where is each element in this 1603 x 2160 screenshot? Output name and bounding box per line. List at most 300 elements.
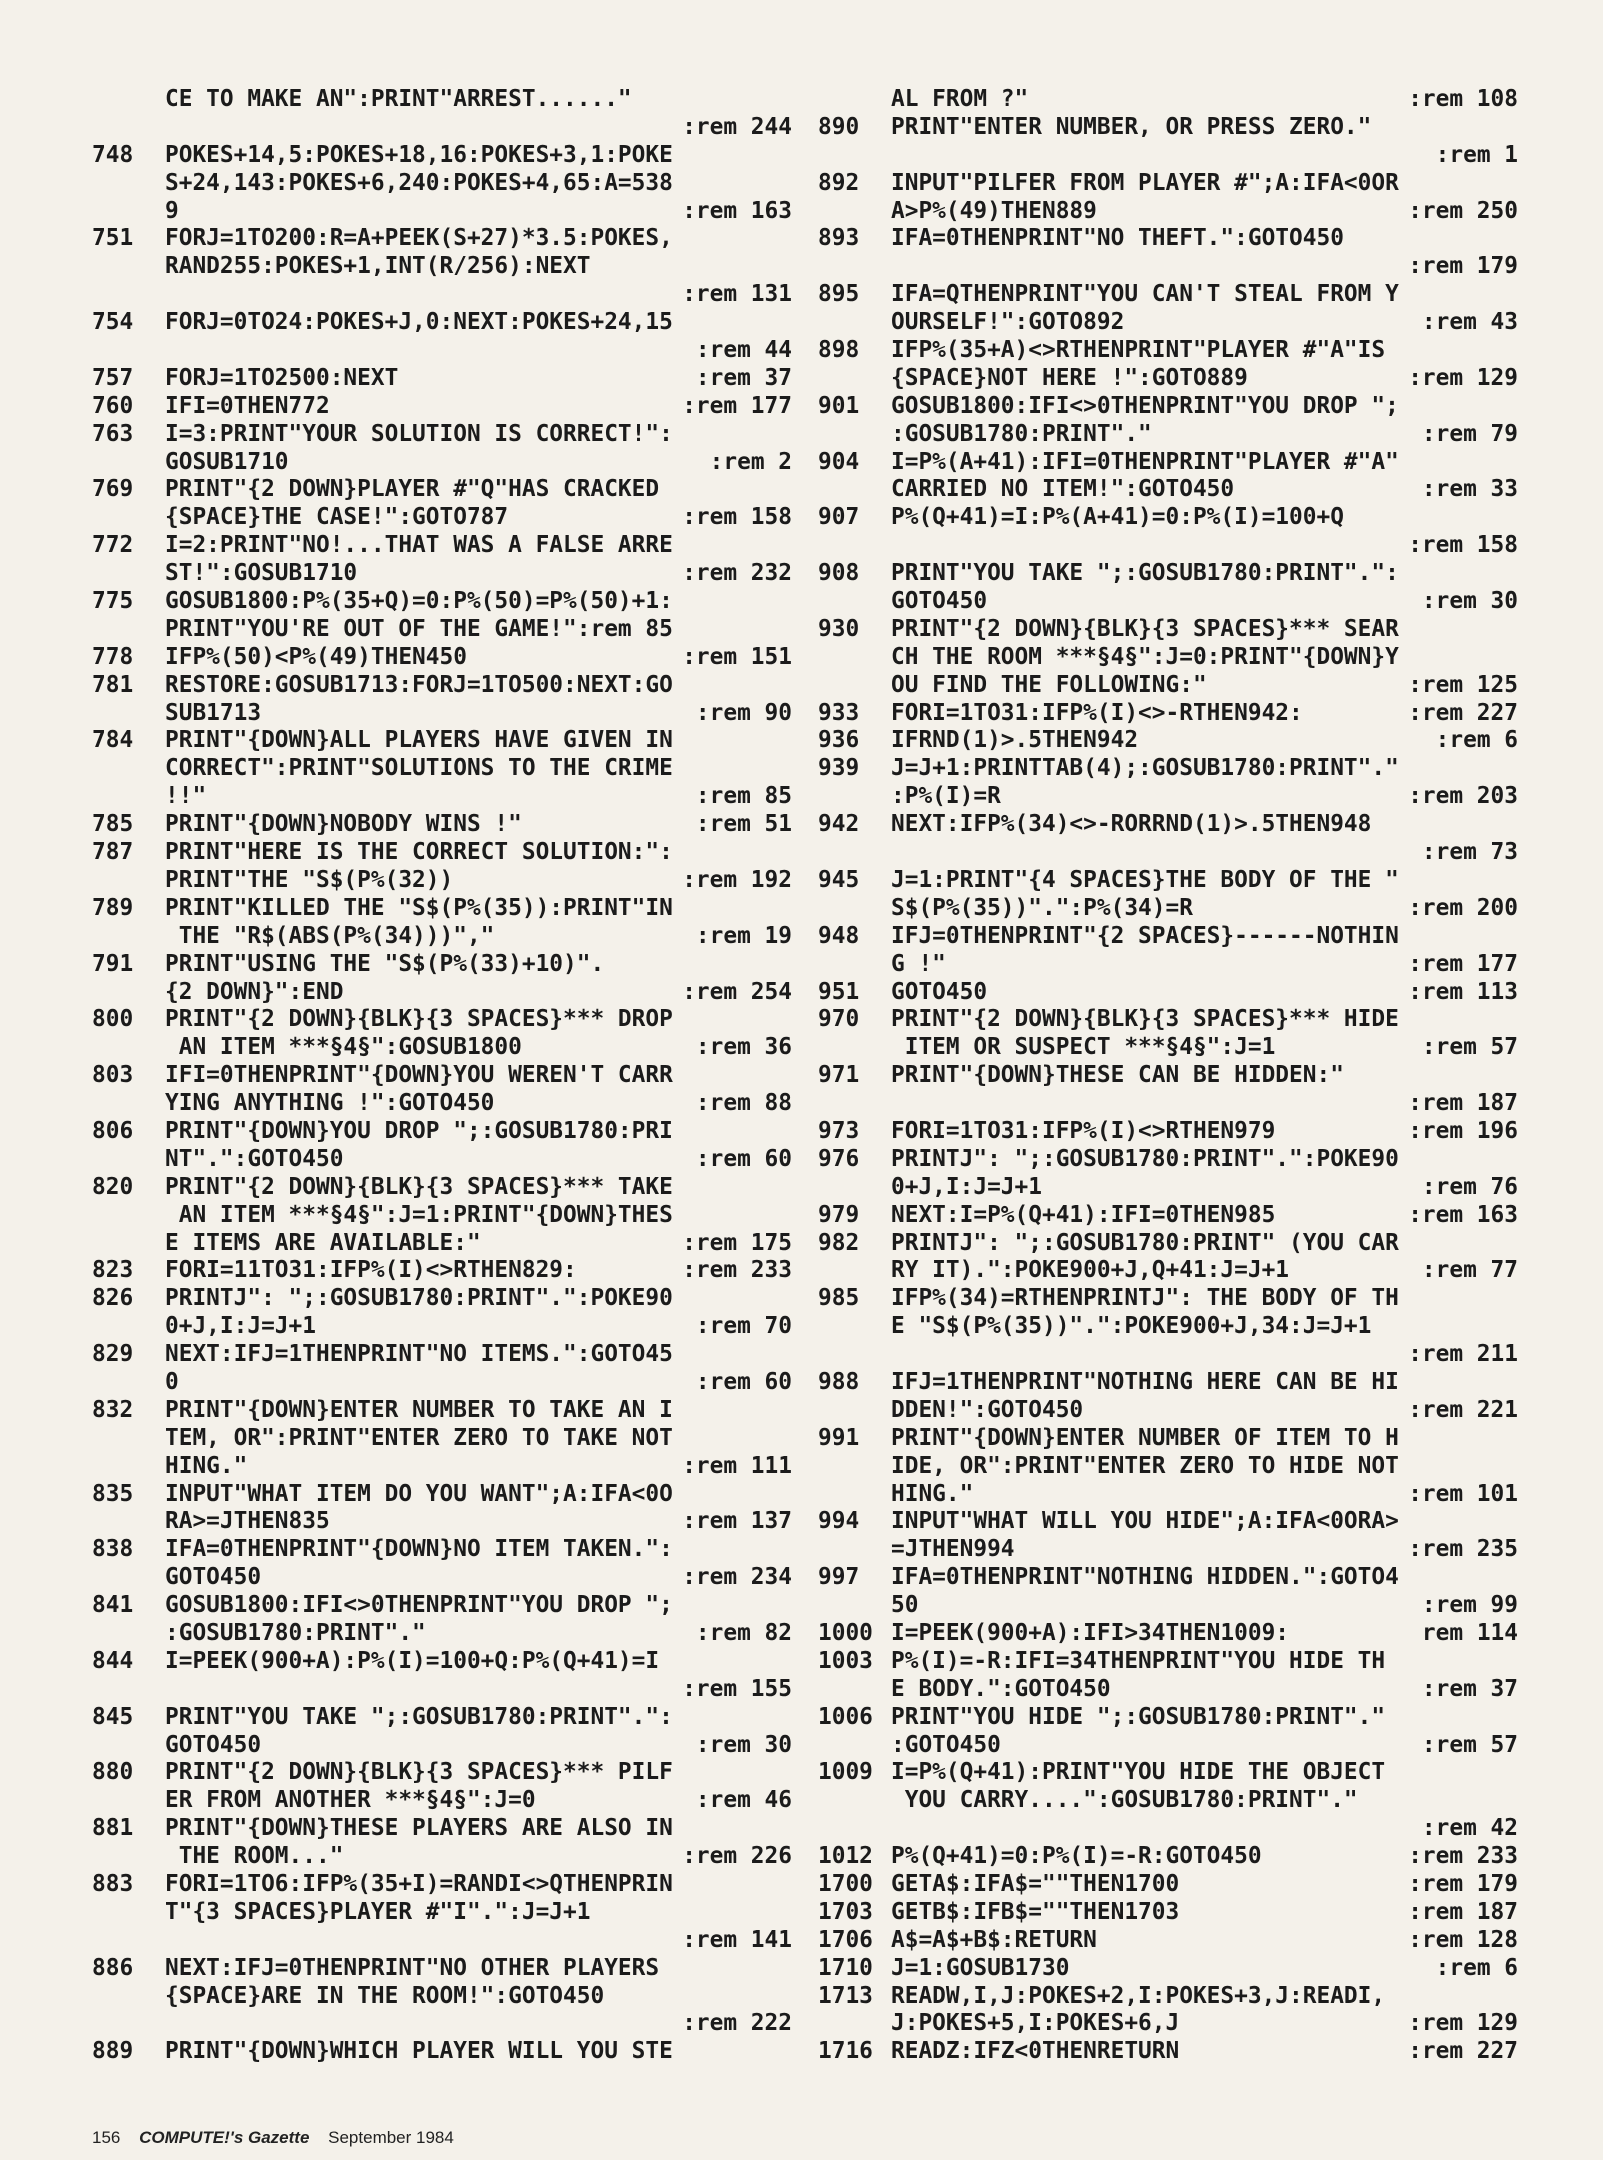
code-text: E "S$(P%(35))".":POKE900+J,34:J=J+1 <box>891 1313 1372 1340</box>
code-text: OU FIND THE FOLLOWING:" <box>891 671 1207 698</box>
checksum-rem: rem 114 <box>1421 1619 1518 1646</box>
checksum-rem: :rem 175 <box>682 1229 792 1256</box>
code-text: IFP%(35+A)<>RTHENPRINT"PLAYER #"A"IS <box>891 337 1386 364</box>
code-line <box>818 1871 1518 1899</box>
code-text: AN ITEM ***§4§":GOSUB1800 <box>165 1034 522 1061</box>
code-text: ST!":GOSUB1710 <box>165 560 358 587</box>
code-line <box>818 253 1518 281</box>
line-number: 826 <box>92 1285 134 1312</box>
code-line <box>818 1118 1518 1146</box>
line-number: 785 <box>92 811 134 838</box>
code-line <box>818 170 1518 198</box>
line-number: 971 <box>818 1062 860 1089</box>
checksum-rem: :rem 129 <box>1408 364 1518 391</box>
code-text: CH THE ROOM ***§4§":J=0:PRINT"{DOWN}Y <box>891 643 1399 670</box>
code-text: PRINT"HERE IS THE CORRECT SOLUTION:": <box>165 839 673 866</box>
code-text: P%(Q+41)=I:P%(A+41)=0:P%(I)=100+Q <box>891 504 1344 531</box>
code-line <box>92 867 792 895</box>
checksum-rem: :rem 101 <box>1408 1480 1518 1507</box>
code-line <box>92 1732 792 1760</box>
code-line <box>92 811 792 839</box>
checksum-rem: :rem 232 <box>682 560 792 587</box>
checksum-rem: :rem 36 <box>695 1034 792 1061</box>
checksum-rem: :rem 30 <box>695 1731 792 1758</box>
code-line <box>92 393 792 421</box>
line-number: 970 <box>818 1006 860 1033</box>
code-line <box>818 2010 1518 2038</box>
code-text: OURSELF!":GOTO892 <box>891 309 1125 336</box>
checksum-rem: :rem 227 <box>1408 2038 1518 2065</box>
code-text: 50 <box>891 1592 919 1619</box>
code-line <box>818 1090 1518 1118</box>
code-text: FORJ=1TO200:R=A+PEEK(S+27)*3.5:POKES, <box>165 225 673 252</box>
code-line <box>92 1285 792 1313</box>
code-text: PRINTJ": ";:GOSUB1780:PRINT".":POKE90 <box>165 1285 673 1312</box>
code-line <box>818 1257 1518 1285</box>
code-line <box>92 1871 792 1899</box>
line-number: 889 <box>92 2038 134 2065</box>
code-text: RAND255:POKES+1,INT(R/256):NEXT <box>165 253 591 280</box>
code-line <box>92 1704 792 1732</box>
checksum-rem: :rem 19 <box>695 922 792 949</box>
code-text: {SPACE}THE CASE!":GOTO787 <box>165 504 509 531</box>
page-number: 156 <box>92 2128 121 2147</box>
code-text: PRINT"{DOWN}THESE PLAYERS ARE ALSO IN <box>165 1815 673 1842</box>
line-number: 778 <box>92 643 134 670</box>
code-line <box>92 2010 792 2038</box>
code-line <box>818 281 1518 309</box>
line-number: 933 <box>818 699 860 726</box>
line-number: 901 <box>818 392 860 419</box>
code-text: A>P%(49)THEN889 <box>891 197 1097 224</box>
code-text: 9 <box>165 197 179 224</box>
code-line <box>92 1843 792 1871</box>
code-line <box>92 86 792 114</box>
code-text: RESTORE:GOSUB1713:FORJ=1TO500:NEXT:GO <box>165 671 673 698</box>
code-text: J:POKES+5,I:POKES+6,J <box>891 2010 1180 2037</box>
code-line <box>818 309 1518 337</box>
code-line <box>92 114 792 142</box>
code-text: PRINT"USING THE "S$(P%(33)+10)". <box>165 950 605 977</box>
code-line <box>92 1146 792 1174</box>
code-line <box>92 1955 792 1983</box>
line-number: 979 <box>818 1201 860 1228</box>
line-number: 760 <box>92 392 134 419</box>
line-number: 806 <box>92 1117 134 1144</box>
code-line <box>818 588 1518 616</box>
line-number: 982 <box>818 1229 860 1256</box>
code-text: PRINT"{2 DOWN}{BLK}{3 SPACES}*** PILF <box>165 1759 673 1786</box>
code-line <box>818 532 1518 560</box>
code-line <box>92 1508 792 1536</box>
code-text: GOTO450 <box>891 978 988 1005</box>
code-line <box>818 1815 1518 1843</box>
code-text: CORRECT":PRINT"SOLUTIONS TO THE CRIME <box>165 755 673 782</box>
code-line <box>818 867 1518 895</box>
code-text: FORI=1TO31:IFP%(I)<>RTHEN979 <box>891 1117 1276 1144</box>
code-line <box>92 923 792 951</box>
line-number: 936 <box>818 727 860 754</box>
code-line <box>92 588 792 616</box>
code-line <box>92 1592 792 1620</box>
checksum-rem: :rem 1 <box>1435 141 1518 168</box>
code-line <box>818 1397 1518 1425</box>
checksum-rem: :rem 88 <box>695 1090 792 1117</box>
code-text: PRINT"{2 DOWN}{BLK}{3 SPACES}*** HIDE <box>891 1006 1399 1033</box>
line-number: 890 <box>818 113 860 140</box>
code-line <box>92 309 792 337</box>
code-line <box>92 839 792 867</box>
checksum-rem: :rem 128 <box>1408 1926 1518 1953</box>
code-line <box>818 1843 1518 1871</box>
checksum-rem: :rem 30 <box>1421 588 1518 615</box>
code-line <box>818 1034 1518 1062</box>
line-number: 757 <box>92 364 134 391</box>
code-text: PRINT"{DOWN}NOBODY WINS !" <box>165 811 522 838</box>
code-text: PRINT"{DOWN}WHICH PLAYER WILL YOU STE <box>165 2038 673 2065</box>
line-number: 1703 <box>818 1898 873 1925</box>
code-text: NEXT:I=P%(Q+41):IFI=0THEN985 <box>891 1201 1276 1228</box>
line-number: 883 <box>92 1871 134 1897</box>
code-line <box>818 337 1518 365</box>
code-line <box>92 1759 792 1787</box>
line-number: 1716 <box>818 2038 873 2065</box>
line-number: 997 <box>818 1564 860 1591</box>
line-number: 904 <box>818 448 860 475</box>
line-number: 820 <box>92 1173 134 1200</box>
code-line <box>818 616 1518 644</box>
code-line <box>92 253 792 281</box>
code-text: DDEN!":GOTO450 <box>891 1396 1084 1423</box>
line-number: 898 <box>818 337 860 364</box>
code-text: PRINT"{DOWN}ALL PLAYERS HAVE GIVEN IN <box>165 727 673 754</box>
code-text: TEM, OR":PRINT"ENTER ZERO TO TAKE NOT <box>165 1424 673 1451</box>
code-line <box>92 1313 792 1341</box>
code-line <box>818 504 1518 532</box>
code-text: FORI=11TO31:IFP%(I)<>RTHEN829: <box>165 1257 577 1284</box>
code-line <box>818 727 1518 755</box>
code-text: PRINT"{2 DOWN}{BLK}{3 SPACES}*** SEAR <box>891 615 1399 642</box>
code-line <box>92 2038 792 2066</box>
line-number: 769 <box>92 476 134 503</box>
code-line <box>92 1481 792 1509</box>
line-number: 763 <box>92 420 134 447</box>
checksum-rem: :rem 70 <box>695 1313 792 1340</box>
code-text: POKES+14,5:POKES+18,16:POKES+3,1:POKE <box>165 141 673 168</box>
line-number: 908 <box>818 560 860 587</box>
code-line <box>92 1983 792 2011</box>
code-text: J=J+1:PRINTTAB(4);:GOSUB1780:PRINT"." <box>891 755 1399 782</box>
code-text: P%(Q+41)=0:P%(I)=-R:GOTO450 <box>891 1843 1262 1870</box>
code-line <box>818 1955 1518 1983</box>
code-line <box>92 1899 792 1927</box>
line-number: 942 <box>818 811 860 838</box>
line-number: 835 <box>92 1480 134 1507</box>
code-line <box>818 895 1518 923</box>
checksum-rem: :rem 99 <box>1421 1592 1518 1619</box>
code-text: :GOSUB1780:PRINT"." <box>891 420 1152 447</box>
checksum-rem: :rem 46 <box>695 1787 792 1814</box>
code-text: !!" <box>165 783 207 810</box>
code-line <box>818 142 1518 170</box>
line-number: 781 <box>92 671 134 698</box>
line-number: 948 <box>818 922 860 949</box>
code-text: ITEM OR SUSPECT ***§4§":J=1 <box>891 1034 1276 1061</box>
code-line <box>92 170 792 198</box>
code-text: INPUT"PILFER FROM PLAYER #";A:IFA<0OR <box>891 169 1399 196</box>
checksum-rem: :rem 73 <box>1421 839 1518 866</box>
code-line <box>818 1732 1518 1760</box>
checksum-rem: :rem 192 <box>682 866 792 893</box>
checksum-rem: :rem 43 <box>1421 309 1518 336</box>
code-line <box>818 783 1518 811</box>
code-line <box>818 365 1518 393</box>
code-text: NEXT:IFJ=0THENPRINT"NO OTHER PLAYERS <box>165 1954 660 1981</box>
code-line <box>818 1564 1518 1592</box>
line-number: 775 <box>92 588 134 615</box>
line-number: 791 <box>92 950 134 977</box>
code-text: PRINT"{2 DOWN}{BLK}{3 SPACES}*** DROP <box>165 1006 673 1033</box>
line-number: 800 <box>92 1006 134 1033</box>
line-number: 823 <box>92 1257 134 1284</box>
code-line <box>92 1230 792 1258</box>
code-line <box>818 1230 1518 1258</box>
checksum-rem: :rem 221 <box>1408 1396 1518 1423</box>
code-line <box>818 979 1518 1007</box>
code-text: I=P%(A+41):IFI=0THENPRINT"PLAYER #"A" <box>891 448 1399 475</box>
line-number: 945 <box>818 866 860 893</box>
code-line <box>92 616 792 644</box>
left-code-column <box>92 86 792 2066</box>
code-line <box>818 421 1518 449</box>
code-text: I=P%(Q+41):PRINT"YOU HIDE THE OBJECT <box>891 1759 1386 1786</box>
line-number: 1009 <box>818 1759 873 1786</box>
code-line <box>818 1787 1518 1815</box>
checksum-rem: :rem 244 <box>682 113 792 140</box>
line-number: 892 <box>818 169 860 196</box>
line-number: 1700 <box>818 1871 873 1897</box>
code-text: IFRND(1)>.5THEN942 <box>891 727 1139 754</box>
code-line <box>92 1034 792 1062</box>
code-line <box>818 114 1518 142</box>
code-line <box>818 1927 1518 1955</box>
checksum-rem: :rem 90 <box>695 699 792 726</box>
code-text: IFI=0THEN772 <box>165 392 330 419</box>
code-text: PRINTJ": ";:GOSUB1780:PRINT" (YOU CAR <box>891 1229 1399 1256</box>
code-text: {SPACE}NOT HERE !":GOTO889 <box>891 364 1248 391</box>
code-text: NEXT:IFP%(34)<>-RORRND(1)>.5THEN948 <box>891 811 1372 838</box>
code-line <box>818 1425 1518 1453</box>
checksum-rem: :rem 163 <box>1408 1201 1518 1228</box>
code-text: IFI=0THENPRINT"{DOWN}YOU WEREN'T CARR <box>165 1062 673 1089</box>
checksum-rem: :rem 196 <box>1408 1117 1518 1144</box>
checksum-rem: :rem 85 <box>695 783 792 810</box>
line-number: 844 <box>92 1647 134 1674</box>
checksum-rem: :rem 77 <box>1421 1257 1518 1284</box>
code-line <box>818 1006 1518 1034</box>
code-line <box>818 644 1518 672</box>
code-text: I=3:PRINT"YOUR SOLUTION IS CORRECT!": <box>165 420 673 447</box>
code-line <box>818 1592 1518 1620</box>
code-text: GOSUB1710 <box>165 448 289 475</box>
line-number: 784 <box>92 727 134 754</box>
code-line <box>92 755 792 783</box>
line-number: 1006 <box>818 1703 873 1730</box>
code-text: PRINT"{DOWN}THESE CAN BE HIDDEN:" <box>891 1062 1344 1089</box>
code-text: PRINT"ENTER NUMBER, OR PRESS ZERO." <box>891 113 1372 140</box>
line-number: 994 <box>818 1508 860 1535</box>
checksum-rem: :rem 141 <box>682 1926 792 1953</box>
checksum-rem: :rem 33 <box>1421 476 1518 503</box>
code-line <box>92 142 792 170</box>
code-line <box>818 1983 1518 2011</box>
code-line <box>92 1425 792 1453</box>
checksum-rem: :rem 137 <box>682 1508 792 1535</box>
checksum-rem: :rem 222 <box>682 2010 792 2037</box>
code-text: I=PEEK(900+A):IFI>34THEN1009: <box>891 1619 1290 1646</box>
code-text: GOTO450 <box>165 1564 262 1591</box>
checksum-rem: :rem 151 <box>682 643 792 670</box>
line-number: 951 <box>818 978 860 1005</box>
code-line <box>818 755 1518 783</box>
code-text: PRINT"YOU HIDE ";:GOSUB1780:PRINT"." <box>891 1703 1386 1730</box>
line-number: 895 <box>818 281 860 308</box>
line-number: 881 <box>92 1815 134 1842</box>
code-text: PRINT"{2 DOWN}{BLK}{3 SPACES}*** TAKE <box>165 1173 673 1200</box>
line-number: 845 <box>92 1703 134 1730</box>
code-text: FORI=1TO6:IFP%(35+I)=RANDI<>QTHENPRIN <box>165 1871 673 1897</box>
code-line <box>92 225 792 253</box>
code-line <box>92 644 792 672</box>
checksum-rem: :rem 37 <box>1421 1675 1518 1702</box>
code-line <box>92 1815 792 1843</box>
code-line <box>818 672 1518 700</box>
code-line <box>92 560 792 588</box>
checksum-rem: :rem 233 <box>1408 1843 1518 1870</box>
code-text: ER FROM ANOTHER ***§4§":J=0 <box>165 1787 536 1814</box>
code-line <box>92 727 792 755</box>
code-text: PRINT"YOU'RE OUT OF THE GAME!":rem 85 <box>165 615 673 642</box>
code-text: E ITEMS ARE AVAILABLE:" <box>165 1229 481 1256</box>
code-line <box>92 1062 792 1090</box>
checksum-rem: :rem 82 <box>695 1619 792 1646</box>
code-text: J=1:GOSUB1730 <box>891 1954 1070 1981</box>
code-line <box>818 1453 1518 1481</box>
checksum-rem: :rem 227 <box>1408 699 1518 726</box>
code-text: GOSUB1800:IFI<>0THENPRINT"YOU DROP "; <box>891 392 1399 419</box>
code-line <box>92 1648 792 1676</box>
code-text: IFA=0THENPRINT"NOTHING HIDDEN.":GOTO4 <box>891 1564 1399 1591</box>
checksum-rem: :rem 2 <box>709 448 792 475</box>
code-text: RA>=JTHEN835 <box>165 1508 330 1535</box>
checksum-rem: :rem 211 <box>1408 1341 1518 1368</box>
code-text: INPUT"WHAT WILL YOU HIDE";A:IFA<0ORA> <box>891 1508 1399 1535</box>
code-text: NEXT:IFJ=1THENPRINT"NO ITEMS.":GOTO45 <box>165 1341 673 1368</box>
checksum-rem: :rem 76 <box>1421 1173 1518 1200</box>
code-text: IFA=0THENPRINT"NO THEFT.":GOTO450 <box>891 225 1344 252</box>
code-line <box>818 560 1518 588</box>
code-line <box>92 1676 792 1704</box>
issue-date: September 1984 <box>328 2128 454 2147</box>
code-text: CARRIED NO ITEM!":GOTO450 <box>891 476 1235 503</box>
code-text: NT".":GOTO450 <box>165 1145 344 1172</box>
line-number: 939 <box>818 755 860 782</box>
code-text: 0+J,I:J=J+1 <box>891 1173 1042 1200</box>
line-number: 988 <box>818 1368 860 1395</box>
code-line <box>818 1508 1518 1536</box>
code-line <box>818 1704 1518 1732</box>
code-line <box>92 1090 792 1118</box>
checksum-rem: :rem 113 <box>1408 978 1518 1005</box>
code-line <box>818 923 1518 951</box>
code-line <box>818 86 1518 114</box>
code-text: AN ITEM ***§4§":J=1:PRINT"{DOWN}THES <box>165 1201 673 1228</box>
code-text: P%(I)=-R:IFI=34THENPRINT"YOU HIDE TH <box>891 1647 1386 1674</box>
code-line <box>818 1146 1518 1174</box>
code-line <box>818 198 1518 226</box>
code-line <box>818 839 1518 867</box>
checksum-rem: :rem 179 <box>1408 253 1518 280</box>
line-number: 829 <box>92 1341 134 1368</box>
code-line <box>818 1620 1518 1648</box>
code-line <box>92 476 792 504</box>
code-line <box>92 1174 792 1202</box>
magazine-name: COMPUTE!'s Gazette <box>139 2128 310 2147</box>
checksum-rem: :rem 254 <box>682 978 792 1005</box>
line-number: 803 <box>92 1062 134 1089</box>
code-text: PRINT"THE "S$(P%(32)) <box>165 866 454 893</box>
code-text: :P%(I)=R <box>891 783 1001 810</box>
checksum-rem: :rem 108 <box>1408 86 1518 112</box>
code-line <box>818 1369 1518 1397</box>
line-number: 880 <box>92 1759 134 1786</box>
line-number: 886 <box>92 1954 134 1981</box>
code-text: PRINTJ": ";:GOSUB1780:PRINT".":POKE90 <box>891 1145 1399 1172</box>
code-line <box>92 504 792 532</box>
code-line <box>92 449 792 477</box>
code-text: IFA=0THENPRINT"{DOWN}NO ITEM TAKEN.": <box>165 1536 673 1563</box>
code-line <box>818 1648 1518 1676</box>
line-number: 1012 <box>818 1843 873 1870</box>
code-line <box>92 1787 792 1815</box>
code-text: IFJ=1THENPRINT"NOTHING HERE CAN BE HI <box>891 1368 1399 1395</box>
code-text: I=2:PRINT"NO!...THAT WAS A FALSE ARRE <box>165 532 673 559</box>
code-text: INPUT"WHAT ITEM DO YOU WANT";A:IFA<0O <box>165 1480 673 1507</box>
checksum-rem: :rem 250 <box>1408 197 1518 224</box>
checksum-rem: :rem 6 <box>1435 727 1518 754</box>
code-text: IFP%(34)=RTHENPRINTJ": THE BODY OF TH <box>891 1285 1399 1312</box>
checksum-rem: :rem 125 <box>1408 671 1518 698</box>
checksum-rem: :rem 187 <box>1408 1898 1518 1925</box>
code-text: PRINT"{DOWN}ENTER NUMBER OF ITEM TO H <box>891 1424 1399 1451</box>
code-text: :GOTO450 <box>891 1731 1001 1758</box>
code-text: S$(P%(35))".":P%(34)=R <box>891 894 1193 921</box>
code-line <box>92 672 792 700</box>
code-line <box>92 979 792 1007</box>
code-line <box>92 1202 792 1230</box>
code-line <box>92 1453 792 1481</box>
code-line <box>92 532 792 560</box>
checksum-rem: :rem 233 <box>682 1257 792 1284</box>
line-number: 1706 <box>818 1926 873 1953</box>
code-text: PRINT"{DOWN}ENTER NUMBER TO TAKE AN I <box>165 1396 673 1423</box>
checksum-rem: :rem 44 <box>695 337 792 364</box>
checksum-rem: :rem 155 <box>682 1675 792 1702</box>
checksum-rem: :rem 51 <box>695 811 792 838</box>
code-text: IFA=QTHENPRINT"YOU CAN'T STEAL FROM Y <box>891 281 1399 308</box>
code-text: PRINT"{DOWN}YOU DROP ";:GOSUB1780:PRI <box>165 1117 673 1144</box>
line-number: 838 <box>92 1536 134 1563</box>
